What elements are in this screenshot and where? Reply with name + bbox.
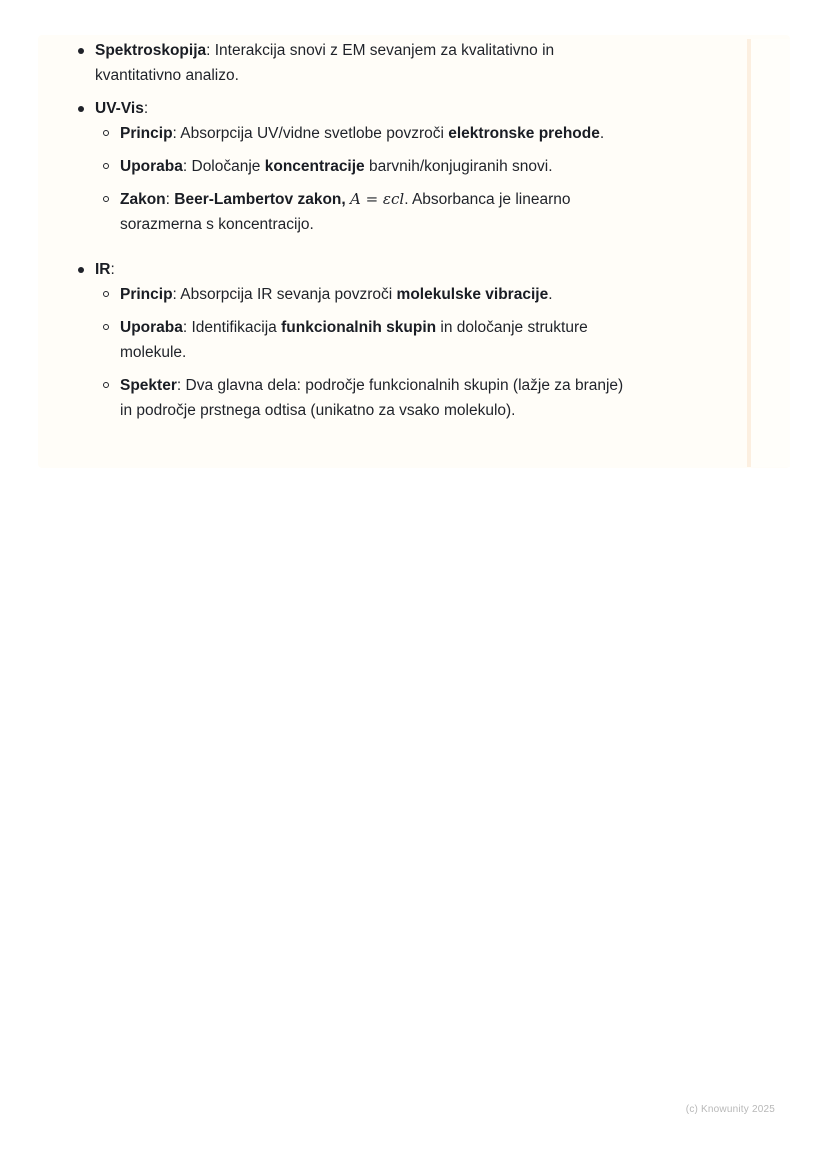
definition-spektroskopija: Interakcija snovi z EM sevanjem za kvalitativno in kvantitativno analizo. xyxy=(95,42,555,84)
list-item-spektroskopija: Spektroskopija: Interakcija snovi z EM sevanjem za kvalitativno in kvantitativno analizo. xyxy=(76,38,636,88)
sub-item-ir-uporaba: Uporaba: Identifikacija funkcionalnih skupin in določanje strukture molekule. xyxy=(95,315,636,365)
term-uv-vis: UV-Vis xyxy=(95,100,144,117)
uv-vis-sublist xyxy=(95,121,636,237)
sub-item-uv-princip: Princip: Absorpcija UV/vidne svetlobe povzroči elektronske prehode. xyxy=(95,121,636,146)
sub-item-ir-spekter: Spekter: Dva glavna dela: področje funkcionalnih skupin (lažje za branje) in področje prstnega odtisa (unikatno za vsako molekulo). xyxy=(95,373,636,423)
sub-item-ir-princip: Princip: Absorpcija IR sevanja povzroči molekulske vibracije. xyxy=(95,282,636,307)
copyright-footer: (c) Knowunity 2025 xyxy=(685,1104,775,1115)
topic-list xyxy=(76,38,636,423)
list-item-ir: IR: Princip: Absorpcija IR sevanja povzroči molekulske vibracije. Uporaba: Identifikacija funkcionalnih skupin in določanje strukture molekule. Spekter: Dva glavna dela: področje funkcionalnih skupin (lažje za branje) in področje prstnega odtisa (unikatno za vsako molekulo). xyxy=(76,257,636,423)
card-edge-panel xyxy=(751,39,790,467)
ir-sublist xyxy=(95,282,636,423)
term-ir: IR xyxy=(95,261,111,278)
term-spektroskopija: Spektroskopija xyxy=(95,42,207,59)
list-item-uv-vis: UV-Vis: Princip: Absorpcija UV/vidne svetlobe povzroči elektronske prehode. Uporaba: Določanje koncentracije barvnih/konjugiranih snovi. Zakon: Beer-Lambertov zakon, A = εcl. Absorbanca je linearno sorazmerna s koncentracijo. xyxy=(76,96,636,249)
beer-lambert-formula: A = εcl xyxy=(350,190,405,208)
notes-content xyxy=(76,38,636,431)
sub-item-uv-uporaba: Uporaba: Določanje koncentracije barvnih/konjugiranih snovi. xyxy=(95,154,636,179)
sub-item-uv-zakon: Zakon: Beer-Lambertov zakon, A = εcl. Absorbanca je linearno sorazmerna s koncentracijo. xyxy=(95,187,636,237)
